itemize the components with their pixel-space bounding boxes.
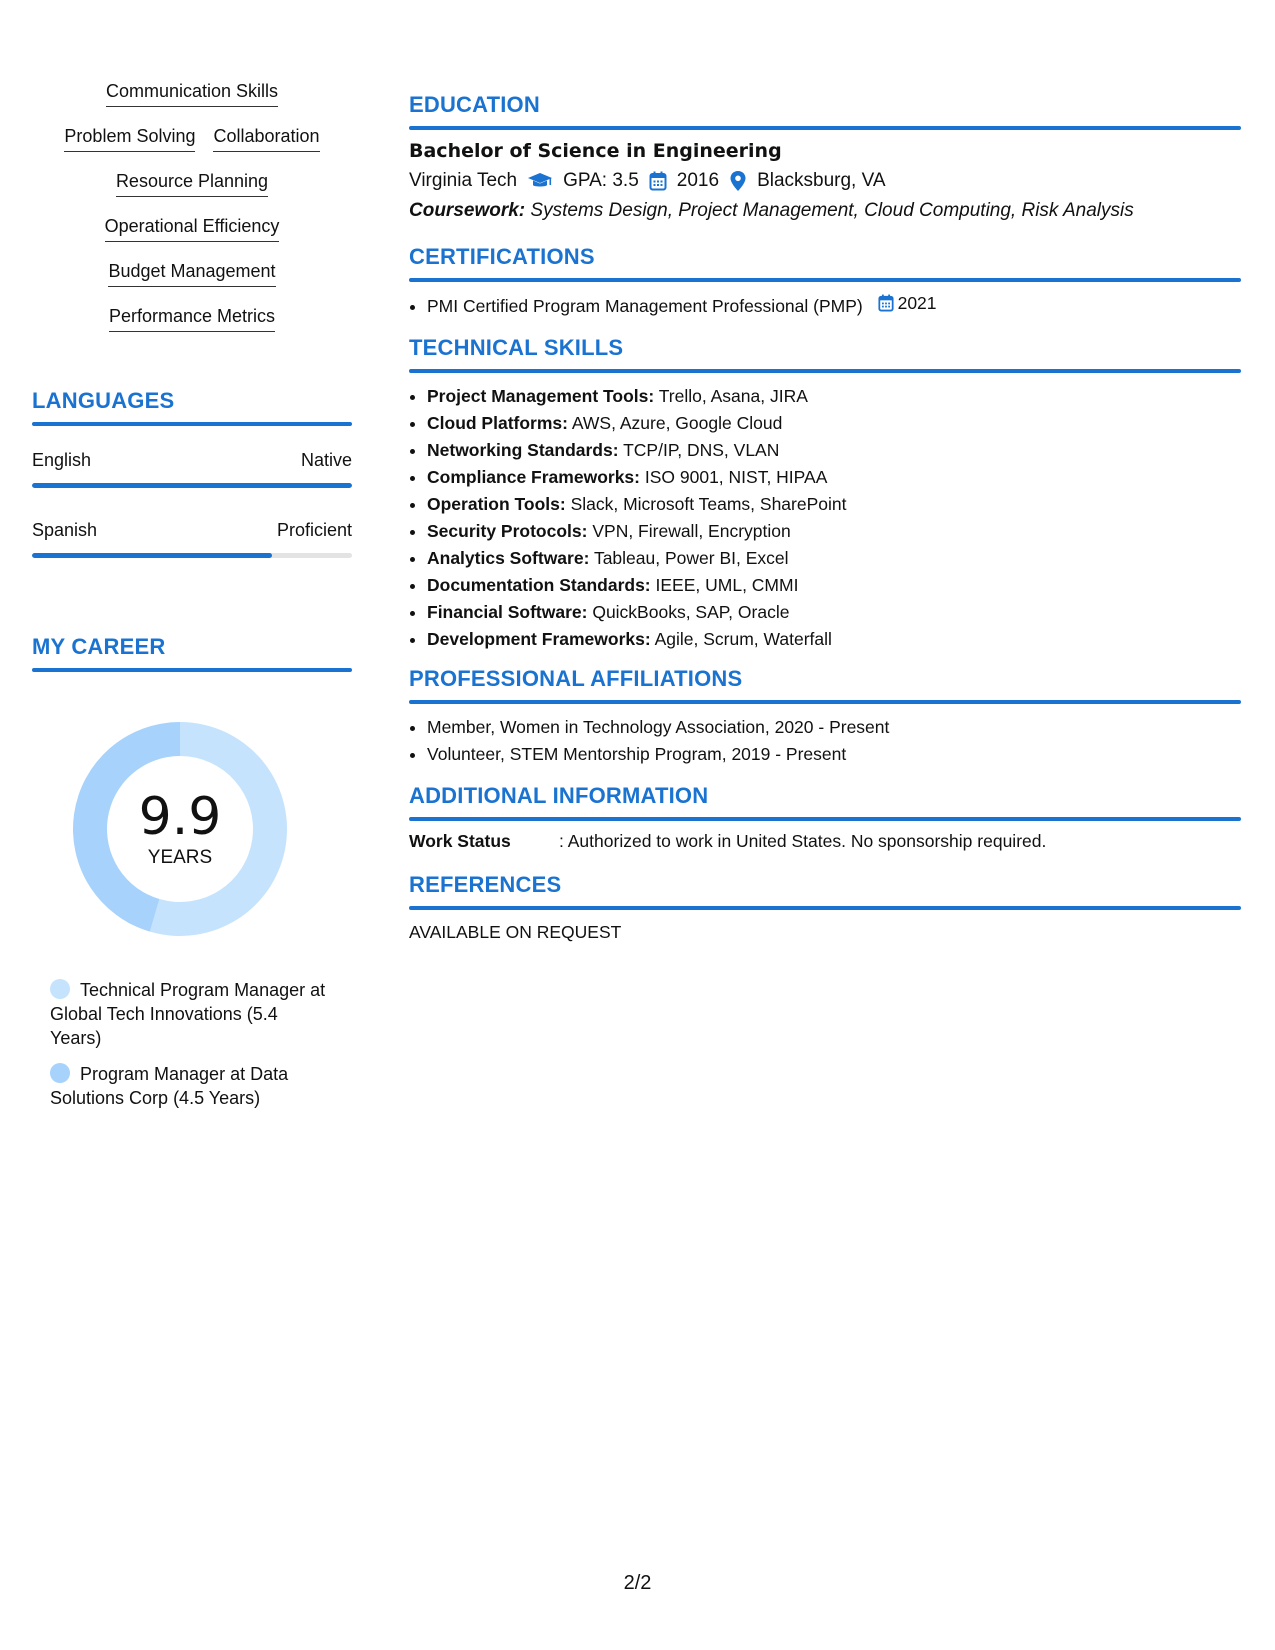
list-item [427, 601, 1241, 623]
section-title: LANGUAGES [32, 388, 175, 413]
info-row [409, 831, 1241, 852]
legend-item [50, 1062, 330, 1110]
legend-item [50, 978, 330, 1050]
language-bar [32, 553, 352, 558]
section-rule [409, 700, 1241, 704]
skill-tag: Budget Management [108, 260, 275, 287]
language-level: Native [300, 450, 352, 470]
calendar-icon [649, 171, 667, 191]
language-row [32, 520, 352, 541]
gpa: GPA: 3.5 [563, 170, 639, 191]
skill-value: Agile, Scrum, Waterfall [654, 629, 832, 649]
certification-year-wrap [878, 292, 937, 314]
section-title: ADDITIONAL INFORMATION [409, 783, 709, 808]
page-number: 2/2 [623, 1572, 652, 1594]
list-item: • Member, Women in Technology Association, 2020 - Present [427, 716, 1241, 738]
work-status-label: Work Status [409, 831, 511, 851]
section-title: PROFESSIONAL AFFILIATIONS [409, 666, 743, 691]
work-status-value: : Authorized to work in United States. No sponsorship required. [559, 831, 1047, 851]
skill-tag: Performance Metrics [109, 305, 275, 332]
degree: Bachelor of Science in Engineering [409, 140, 782, 162]
skill-value: QuickBooks, SAP, Oracle [592, 602, 790, 622]
skill-value: Tableau, Power BI, Excel [593, 548, 789, 568]
technical-skills-list [409, 385, 1241, 650]
location-pin-icon [729, 170, 747, 192]
skill-label: Analytics Software: [427, 548, 590, 568]
list-item [427, 385, 1241, 407]
skill-label: Operation Tools: [427, 494, 566, 514]
language-name: Spanish [32, 520, 98, 540]
career-total-years: 9.9 [138, 787, 222, 847]
skill-value: AWS, Azure, Google Cloud [571, 413, 783, 433]
coursework [409, 200, 1241, 222]
skill-label: Development Frameworks: [427, 629, 651, 649]
list-item [427, 547, 1241, 569]
skill-tag: Problem Solving [64, 125, 195, 152]
skill-value: IEEE, UML, CMMI [655, 575, 799, 595]
education-meta [409, 170, 1241, 192]
skill-tag: Communication Skills [106, 80, 278, 107]
skill-value: VPN, Firewall, Encryption [592, 521, 791, 541]
section-rule [409, 369, 1241, 373]
language-bar-fill [32, 483, 352, 488]
languages-section [32, 388, 352, 558]
language-bar-fill [32, 553, 272, 558]
education-section [409, 92, 1241, 222]
list-item [427, 466, 1241, 488]
list-item [427, 292, 1241, 317]
section-title: EDUCATION [409, 92, 540, 117]
section-rule [32, 422, 352, 426]
skill-label: Compliance Frameworks: [427, 467, 640, 487]
coursework-label: Coursework: [409, 200, 526, 221]
certification-name: PMI Certified Program Management Professional (PMP) [427, 296, 863, 316]
skill-label: Documentation Standards: [427, 575, 651, 595]
list-item: • Volunteer, STEM Mentorship Program, 2019 - Present [427, 743, 1241, 765]
skill-value: Slack, Microsoft Teams, SharePoint [570, 494, 847, 514]
references-text: AVAILABLE ON REQUEST [409, 922, 622, 942]
section-rule [409, 278, 1241, 282]
skill-tag: Resource Planning [116, 170, 268, 197]
skill-label: Project Management Tools: [427, 386, 655, 406]
section-rule [32, 668, 352, 672]
section-title: TECHNICAL SKILLS [409, 335, 624, 360]
list-item [427, 520, 1241, 542]
skill-tag: Operational Efficiency [105, 215, 280, 242]
skill-tag: Collaboration [213, 125, 319, 152]
left-column [32, 80, 352, 1122]
right-column [409, 92, 1241, 943]
references-section [409, 872, 1241, 943]
legend-text: Technical Program Manager at Global Tech Innovations (5.4 Years) [50, 980, 326, 1048]
career-total-unit: YEARS [147, 847, 213, 868]
skill-label: Security Protocols: [427, 521, 588, 541]
list-item [427, 493, 1241, 515]
skill-value: Trello, Asana, JIRA [658, 386, 808, 406]
list-item [427, 574, 1241, 596]
section-rule [409, 126, 1241, 130]
skill-value: TCP/IP, DNS, VLAN [623, 440, 780, 460]
certifications-section [409, 244, 1241, 317]
section-rule [409, 906, 1241, 910]
legend-text: Program Manager at Data Solutions Corp (4.5 Years) [50, 1064, 289, 1108]
career-legend [50, 978, 330, 1110]
skill-label: Financial Software: [427, 602, 588, 622]
donut-center [65, 714, 295, 944]
skill-label: Cloud Platforms: [427, 413, 568, 433]
skills-tags [32, 80, 352, 332]
language-name: English [32, 450, 92, 470]
language-row [32, 450, 352, 471]
skill-label: Networking Standards: [427, 440, 619, 460]
coursework-list: Systems Design, Project Management, Cloud Computing, Risk Analysis [530, 200, 1134, 221]
legend-dot [50, 1063, 70, 1083]
career-donut [65, 714, 295, 944]
list-item [427, 412, 1241, 434]
location: Blacksburg, VA [757, 170, 886, 191]
graduation-year: 2016 [676, 170, 720, 191]
certifications-list [409, 292, 1241, 317]
section-title: CERTIFICATIONS [409, 244, 595, 269]
list-item [427, 439, 1241, 461]
additional-info-section [409, 783, 1241, 852]
legend-dot [50, 979, 70, 999]
calendar-icon [878, 294, 894, 312]
section-title: MY CAREER [32, 634, 166, 659]
skill-value: ISO 9001, NIST, HIPAA [644, 467, 828, 487]
list-item [427, 628, 1241, 650]
language-level: Proficient [276, 520, 352, 540]
graduation-cap-icon [527, 172, 553, 190]
section-title: REFERENCES [409, 872, 562, 897]
language-bar [32, 483, 352, 488]
career-section [32, 634, 352, 1110]
technical-skills-section [409, 335, 1241, 650]
section-rule [409, 817, 1241, 821]
school: Virginia Tech [409, 170, 518, 191]
affiliations-section [409, 666, 1241, 765]
affiliations-list [409, 716, 1241, 765]
certification-year: 2021 [897, 293, 937, 313]
